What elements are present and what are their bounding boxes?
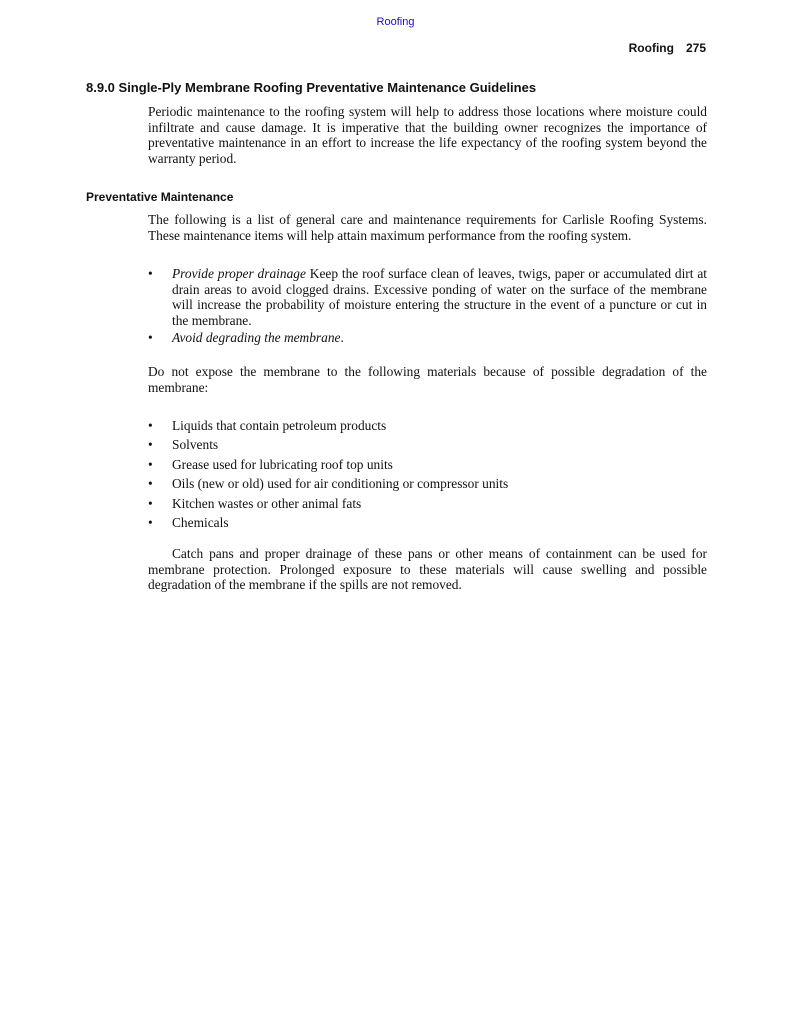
- top-roofing-link[interactable]: Roofing: [376, 16, 415, 28]
- running-header-title: Roofing: [628, 41, 674, 55]
- list-item: [148, 330, 707, 346]
- requirement-text: .: [340, 330, 344, 346]
- list-item: [148, 266, 707, 328]
- bullet-mark: •: [148, 456, 153, 472]
- bullet-mark: •: [148, 495, 153, 511]
- exposure-intro-paragraph: Do not expose the membrane to the following materials because of possible degradation of the membrane:: [148, 364, 707, 395]
- page-number: 275: [685, 41, 706, 55]
- material-label: Kitchen wastes or other animal fats: [172, 495, 362, 511]
- running-header: [629, 41, 706, 55]
- material-label: Oils (new or old) used for air conditioning or compressor units: [172, 476, 509, 492]
- maintenance-intro-paragraph: The following is a list of general care and maintenance requirements for Carlisle Roofing Systems. These maintenance items will help attain maximum performance from the roofing system.: [148, 212, 707, 243]
- bullet-mark: •: [148, 476, 153, 492]
- requirement-lead: Provide proper drainage: [172, 266, 306, 281]
- list-item: [148, 476, 707, 492]
- intro-paragraph: Periodic maintenance to the roofing system will help to address those locations where moisture could infiltrate and cause damage. It is imperative that the building owner recognizes the importance of preventative maintenance in an effort to increase the life expectancy of the roofing system beyond the warranty period.: [148, 104, 707, 166]
- list-item: [148, 437, 707, 453]
- list-item: [148, 496, 707, 512]
- material-label: Chemicals: [172, 515, 229, 531]
- requirement-text: Keep the roof surface clean of leaves, twigs, paper or accumulated dirt at drain areas to avoid clogged drains. Excessive ponding of water on the surface of the membrane will increase the probability of moisture entering the structure in the event of a puncture or cut in the membrane.: [172, 266, 707, 328]
- material-label: Liquids that contain petroleum products: [172, 418, 387, 433]
- preventative-maintenance-heading: Preventative Maintenance: [86, 190, 234, 204]
- bullet-mark: •: [148, 437, 153, 453]
- list-item: [148, 418, 707, 434]
- list-item: [148, 515, 707, 531]
- bullet-mark: •: [148, 330, 153, 346]
- bullet-mark: •: [148, 418, 153, 433]
- bullet-mark: •: [148, 266, 153, 281]
- section-heading: 8.9.0 Single-Ply Membrane Roofing Preventative Maintenance Guidelines: [86, 80, 537, 95]
- material-label: Solvents: [172, 437, 219, 453]
- list-item: [148, 457, 707, 473]
- maintenance-requirements-list: [148, 266, 707, 348]
- material-label: Grease used for lubricating roof top units: [172, 456, 393, 472]
- harmful-materials-list: [148, 418, 707, 535]
- requirement-lead: Avoid degrading the membrane: [172, 330, 341, 346]
- bullet-mark: •: [148, 515, 153, 531]
- closing-paragraph: Catch pans and proper drainage of these pans or other means of containment can be used for membrane protection. Prolonged exposure to these materials will cause swelling and possible degradation of the membrane if the spills are not removed.: [148, 546, 707, 593]
